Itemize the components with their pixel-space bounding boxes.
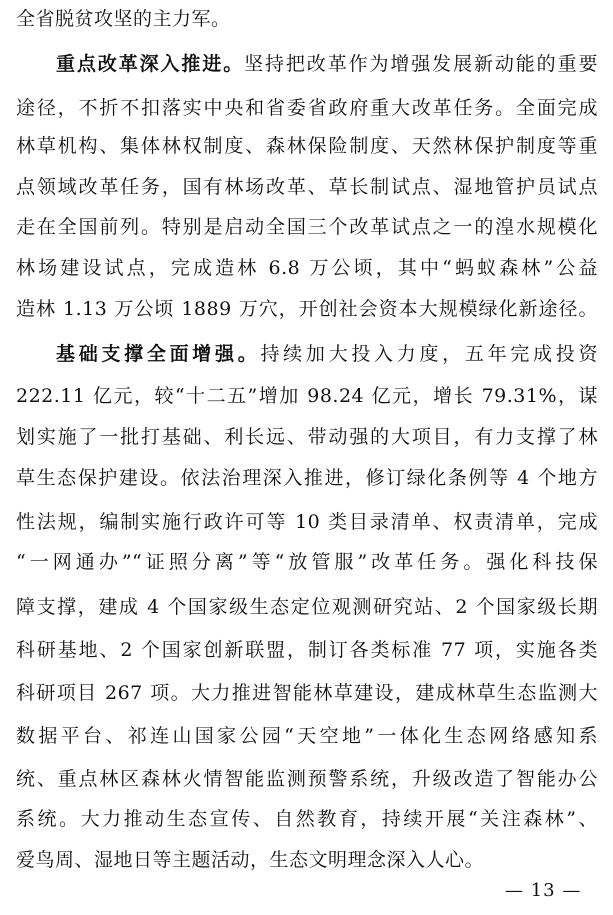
line-text: 划实施了一批打基础、利长远、带动强的大项目，有力支撑了林 xyxy=(16,426,598,448)
line-text: 点领域改革任务，国有林场改革、草长制试点、湿地管护员试点 xyxy=(16,176,598,198)
body-line-14 xyxy=(16,550,598,574)
body-line-12 xyxy=(16,466,598,490)
line-text: 统、重点林区森林火情智能监测预警系统，升级改造了智能办公 xyxy=(16,768,598,790)
section-heading-reform xyxy=(56,52,598,76)
line-text: 爱鸟周、湿地日等主题活动，生态文明理念深入人心。 xyxy=(16,849,485,871)
heading-reform: 重点改革深入推进。 xyxy=(56,53,245,75)
line-text: 障支撑，建成 4 个国家级生态定位观测研究站、2 个国家级长期 xyxy=(16,596,598,618)
body-line-11 xyxy=(16,425,598,449)
line-text: 林场建设试点，完成造林 6.8 万公顷，其中“蚂蚁森林”公益 xyxy=(16,257,598,279)
line-text: 途径，不折不扣落实中央和省委省政府重大改革任务。全面完成 xyxy=(16,97,598,119)
line-text: 全省脱贫攻坚的主力军。 xyxy=(16,8,231,30)
body-line-10 xyxy=(16,384,598,408)
body-line-16 xyxy=(16,638,598,662)
body-line-21 xyxy=(16,848,598,872)
line-text: 数据平台、祁连山国家公园“天空地”一体化生态网络感知系 xyxy=(16,725,598,747)
body-line-15 xyxy=(16,595,598,619)
body-line-6 xyxy=(16,215,598,239)
line-text: 科研项目 267 项。大力推进智能林草建设，建成林草生态监测大 xyxy=(16,682,598,704)
line-text: 草生态保护建设。依法治理深入推进，修订绿化条例等 4 个地方 xyxy=(16,467,598,489)
line-text: 222.11 亿元，较“十二五”增加 98.24 亿元，增长 79.31%，谋 xyxy=(16,385,598,407)
body-line-1 xyxy=(16,7,598,31)
body-line-20 xyxy=(16,807,598,831)
line-text: “一网通办”“证照分离”等“放管服”改革任务。强化科技保 xyxy=(16,551,598,573)
line-text: 系统。大力推动生态宣传、自然教育，持续开展“关注森林”、 xyxy=(16,808,598,830)
body-line-5 xyxy=(16,175,598,199)
body-line-19 xyxy=(16,767,598,791)
section-heading-foundation xyxy=(56,342,598,366)
line-text: 走在全国前列。特别是启动全国三个改革试点之一的湟水规模化 xyxy=(16,216,598,238)
body-line-13 xyxy=(16,510,598,534)
line-text: 造林 1.13 万公顷 1889 万穴，开创社会资本大规模绿化新途径。 xyxy=(16,298,598,320)
line-text: 林草机构、集体林权制度、森林保险制度、天然林保护制度等重 xyxy=(16,135,598,157)
line-text: 科研基地、2 个国家创新联盟，制订各类标准 77 项，实施各类 xyxy=(16,639,598,661)
body-line-7 xyxy=(16,256,598,280)
line-text: 性法规，编制实施行政许可等 10 类目录清单、权责清单，完成 xyxy=(16,511,598,533)
page-number: — 13 — xyxy=(505,880,582,901)
body-line-17 xyxy=(16,681,598,705)
body-line-3 xyxy=(16,96,598,120)
line-text: 持续加大投入力度，五年完成投资 xyxy=(260,343,598,365)
body-line-4 xyxy=(16,134,598,158)
heading-foundation: 基础支撑全面增强。 xyxy=(56,343,261,365)
line-text: 坚持把改革作为增强发展新动能的重要 xyxy=(244,53,598,75)
body-line-18 xyxy=(16,724,598,748)
body-line-8 xyxy=(16,297,598,321)
